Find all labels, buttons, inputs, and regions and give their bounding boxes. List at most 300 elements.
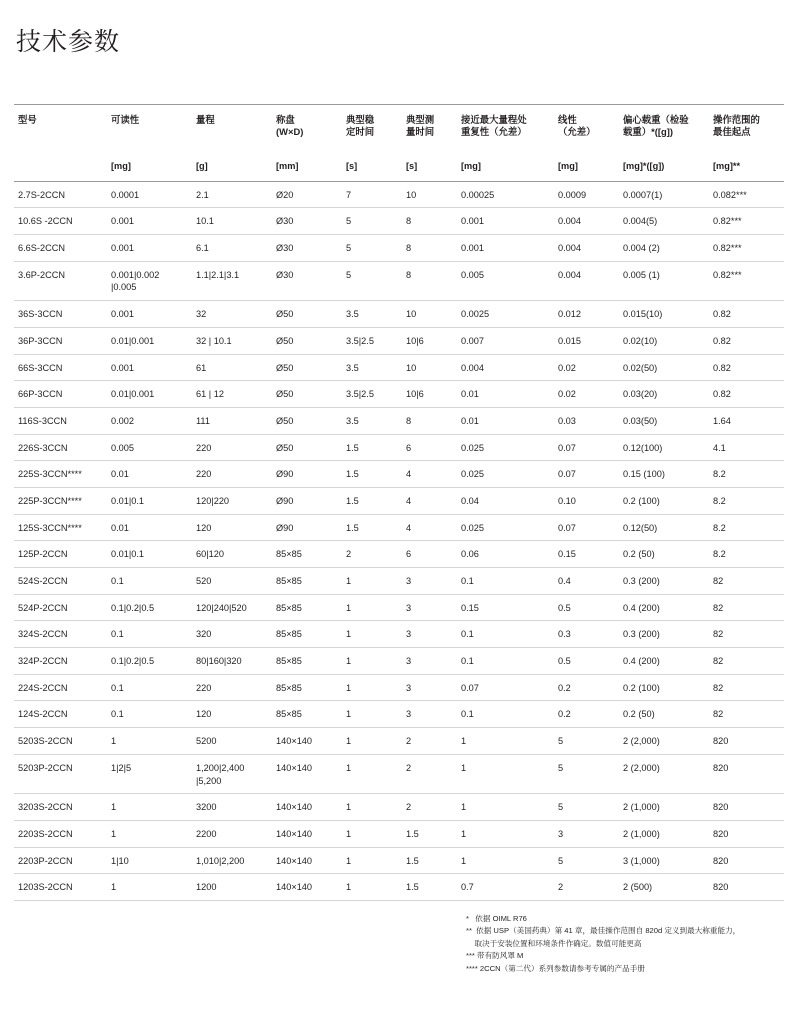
cell-repeatability: 0.04	[457, 487, 554, 514]
unit-measuring-time: [s]	[402, 156, 457, 181]
cell-settling-time: 1.5	[342, 487, 402, 514]
cell-pan-size: Ø20	[272, 181, 342, 208]
unit-capacity: [g]	[192, 156, 272, 181]
cell-eccentric-load: 0.03(50)	[619, 407, 709, 434]
cell-pan-size: Ø50	[272, 381, 342, 408]
cell-linearity: 5	[554, 728, 619, 755]
cell-pan-size: Ø50	[272, 327, 342, 354]
table-row	[14, 261, 784, 300]
cell-capacity: 5200	[192, 728, 272, 755]
cell-model: 225P-3CCN****	[14, 487, 107, 514]
cell-readability: 0.01|0.1	[107, 541, 192, 568]
cell-settling-time: 2	[342, 541, 402, 568]
cell-readability: 0.1	[107, 621, 192, 648]
cell-eccentric-load: 0.2 (100)	[619, 487, 709, 514]
cell-capacity: 220	[192, 434, 272, 461]
cell-model: 524S-2CCN	[14, 568, 107, 595]
cell-eccentric-load: 0.3 (200)	[619, 621, 709, 648]
cell-min-weight: 820	[709, 794, 784, 821]
cell-model: 225S-3CCN****	[14, 461, 107, 488]
cell-repeatability: 0.001	[457, 235, 554, 262]
cell-linearity: 0.2	[554, 674, 619, 701]
cell-min-weight: 8.2	[709, 541, 784, 568]
col-header-settling-time-line2: 定时间	[346, 126, 375, 138]
cell-repeatability: 0.01	[457, 381, 554, 408]
cell-repeatability: 1	[457, 794, 554, 821]
cell-settling-time: 3.5	[342, 407, 402, 434]
cell-linearity: 0.02	[554, 354, 619, 381]
table-row	[14, 701, 784, 728]
cell-settling-time: 1	[342, 594, 402, 621]
table-row	[14, 407, 784, 434]
cell-model: 66S-3CCN	[14, 354, 107, 381]
cell-min-weight: 8.2	[709, 461, 784, 488]
cell-pan-size: 140×140	[272, 728, 342, 755]
cell-eccentric-load: 3 (1,000)	[619, 847, 709, 874]
cell-capacity: 80|160|320	[192, 648, 272, 675]
col-header-measuring-time	[402, 105, 457, 157]
unit-eccentric-load: [mg]*([g])	[619, 156, 709, 181]
cell-linearity: 0.07	[554, 434, 619, 461]
cell-min-weight: 82	[709, 568, 784, 595]
cell-model: 6.6S-2CCN	[14, 235, 107, 262]
cell-eccentric-load: 0.3 (200)	[619, 568, 709, 595]
table-row	[14, 461, 784, 488]
cell-capacity: 320	[192, 621, 272, 648]
cell-measuring-time: 10|6	[402, 327, 457, 354]
cell-pan-size: 140×140	[272, 794, 342, 821]
cell-linearity: 0.2	[554, 701, 619, 728]
cell-pan-size: 140×140	[272, 820, 342, 847]
cell-repeatability: 0.025	[457, 461, 554, 488]
cell-measuring-time: 6	[402, 434, 457, 461]
table-row	[14, 181, 784, 208]
table-header	[14, 105, 784, 182]
cell-linearity: 0.3	[554, 621, 619, 648]
cell-settling-time: 3.5|2.5	[342, 381, 402, 408]
cell-min-weight: 820	[709, 847, 784, 874]
cell-repeatability: 0.007	[457, 327, 554, 354]
cell-measuring-time: 4	[402, 487, 457, 514]
table-row	[14, 327, 784, 354]
page-title: 技术参数	[16, 28, 121, 56]
cell-min-weight: 820	[709, 754, 784, 793]
col-header-measuring-time-line1: 典型测	[406, 114, 435, 125]
cell-readability: 1	[107, 874, 192, 901]
cell-eccentric-load: 0.004(5)	[619, 208, 709, 235]
cell-readability: 0.01	[107, 514, 192, 541]
table-row	[14, 568, 784, 595]
cell-eccentric-load: 0.03(20)	[619, 381, 709, 408]
table-body	[14, 181, 784, 900]
cell-eccentric-load: 0.4 (200)	[619, 648, 709, 675]
cell-readability: 0.01|0.001	[107, 327, 192, 354]
cell-measuring-time: 2	[402, 728, 457, 755]
cell-settling-time: 1	[342, 820, 402, 847]
col-header-capacity	[192, 105, 272, 157]
cell-capacity: 10.1	[192, 208, 272, 235]
cell-capacity: 120	[192, 514, 272, 541]
cell-capacity: 220	[192, 461, 272, 488]
cell-pan-size: 85×85	[272, 648, 342, 675]
cell-repeatability: 0.1	[457, 621, 554, 648]
technical-specifications-table	[14, 104, 784, 901]
cell-pan-size: Ø50	[272, 407, 342, 434]
cell-measuring-time: 8	[402, 407, 457, 434]
cell-pan-size: Ø30	[272, 235, 342, 262]
cell-min-weight: 4.1	[709, 434, 784, 461]
cell-eccentric-load: 2 (2,000)	[619, 728, 709, 755]
cell-model: 324S-2CCN	[14, 621, 107, 648]
cell-min-weight: 0.82	[709, 381, 784, 408]
cell-measuring-time: 8	[402, 235, 457, 262]
cell-readability: 1	[107, 728, 192, 755]
cell-eccentric-load: 0.02(50)	[619, 354, 709, 381]
unit-pan-size: [mm]	[272, 156, 342, 181]
cell-pan-size: 85×85	[272, 701, 342, 728]
cell-linearity: 0.10	[554, 487, 619, 514]
cell-measuring-time: 3	[402, 701, 457, 728]
cell-eccentric-load: 0.12(50)	[619, 514, 709, 541]
cell-eccentric-load: 0.004 (2)	[619, 235, 709, 262]
cell-repeatability: 0.01	[457, 407, 554, 434]
col-header-model-line1: 型号	[18, 114, 37, 125]
cell-linearity: 0.03	[554, 407, 619, 434]
footnotes-block	[14, 913, 784, 976]
cell-eccentric-load: 0.005 (1)	[619, 261, 709, 300]
table-row	[14, 208, 784, 235]
cell-measuring-time: 4	[402, 514, 457, 541]
cell-measuring-time: 3	[402, 621, 457, 648]
cell-settling-time: 1.5	[342, 434, 402, 461]
table-row	[14, 594, 784, 621]
cell-measuring-time: 2	[402, 754, 457, 793]
cell-pan-size: Ø50	[272, 301, 342, 328]
col-header-repeatability-line1: 接近最大量程处	[461, 114, 527, 125]
cell-settling-time: 1.5	[342, 514, 402, 541]
cell-model: 5203S-2CCN	[14, 728, 107, 755]
cell-model: 2203P-2CCN	[14, 847, 107, 874]
cell-linearity: 0.015	[554, 327, 619, 354]
cell-model: 125P-2CCN	[14, 541, 107, 568]
cell-readability: 0.1|0.2|0.5	[107, 648, 192, 675]
table-row	[14, 621, 784, 648]
cell-min-weight: 82	[709, 648, 784, 675]
cell-settling-time: 7	[342, 181, 402, 208]
cell-readability: 0.01|0.001	[107, 381, 192, 408]
cell-measuring-time: 1.5	[402, 874, 457, 901]
cell-repeatability: 0.7	[457, 874, 554, 901]
cell-pan-size: 85×85	[272, 541, 342, 568]
cell-repeatability: 1	[457, 754, 554, 793]
cell-pan-size: 140×140	[272, 847, 342, 874]
cell-repeatability: 1	[457, 728, 554, 755]
cell-linearity: 0.5	[554, 648, 619, 675]
cell-pan-size: 140×140	[272, 874, 342, 901]
cell-capacity: 3200	[192, 794, 272, 821]
cell-eccentric-load: 0.2 (100)	[619, 674, 709, 701]
cell-measuring-time: 1.5	[402, 820, 457, 847]
cell-settling-time: 1	[342, 621, 402, 648]
unit-repeatability: [mg]	[457, 156, 554, 181]
cell-capacity: 60|120	[192, 541, 272, 568]
cell-linearity: 0.004	[554, 208, 619, 235]
unit-readability: [mg]	[107, 156, 192, 181]
cell-settling-time: 5	[342, 235, 402, 262]
cell-capacity: 61 | 12	[192, 381, 272, 408]
col-header-linearity-line1: 线性	[558, 114, 577, 125]
cell-eccentric-load: 0.0007(1)	[619, 181, 709, 208]
header-row-labels	[14, 105, 784, 157]
cell-measuring-time: 2	[402, 794, 457, 821]
cell-capacity: 111	[192, 407, 272, 434]
cell-capacity: 1.1|2.1|3.1	[192, 261, 272, 300]
col-header-linearity-line2: （允差）	[558, 126, 596, 138]
cell-min-weight: 82	[709, 674, 784, 701]
cell-measuring-time: 3	[402, 568, 457, 595]
col-header-min-weight-line2: 最佳起点	[713, 126, 751, 138]
cell-model: 66P-3CCN	[14, 381, 107, 408]
cell-measuring-time: 3	[402, 648, 457, 675]
cell-model: 5203P-2CCN	[14, 754, 107, 793]
cell-model: 524P-2CCN	[14, 594, 107, 621]
cell-min-weight: 82	[709, 594, 784, 621]
cell-model: 324P-2CCN	[14, 648, 107, 675]
cell-readability: 0.001	[107, 235, 192, 262]
cell-min-weight: 8.2	[709, 487, 784, 514]
table-row	[14, 354, 784, 381]
cell-capacity: 520	[192, 568, 272, 595]
cell-model: 124S-2CCN	[14, 701, 107, 728]
footnote-line: ** 依据 USP（美国药典）第 41 章，最佳操作范围自 820d 定义到最大称重能力，	[466, 926, 741, 936]
cell-linearity: 5	[554, 847, 619, 874]
cell-eccentric-load: 0.02(10)	[619, 327, 709, 354]
cell-linearity: 0.0009	[554, 181, 619, 208]
col-header-readability	[107, 105, 192, 157]
col-header-repeatability	[457, 105, 554, 157]
cell-capacity: 6.1	[192, 235, 272, 262]
cell-linearity: 0.07	[554, 461, 619, 488]
cell-readability: 0.01|0.1	[107, 487, 192, 514]
cell-measuring-time: 3	[402, 674, 457, 701]
table-row	[14, 487, 784, 514]
cell-capacity: 2.1	[192, 181, 272, 208]
cell-pan-size: Ø30	[272, 261, 342, 300]
cell-linearity: 0.15	[554, 541, 619, 568]
cell-repeatability: 0.1	[457, 648, 554, 675]
cell-eccentric-load: 2 (2,000)	[619, 754, 709, 793]
cell-pan-size: 85×85	[272, 674, 342, 701]
cell-readability: 1|10	[107, 847, 192, 874]
cell-eccentric-load: 0.2 (50)	[619, 701, 709, 728]
cell-capacity: 120	[192, 701, 272, 728]
cell-eccentric-load: 0.015(10)	[619, 301, 709, 328]
cell-eccentric-load: 0.15 (100)	[619, 461, 709, 488]
cell-measuring-time: 10|6	[402, 381, 457, 408]
table-row	[14, 728, 784, 755]
cell-measuring-time: 10	[402, 301, 457, 328]
footnote-line: **** 2CCN（第二代）系列参数请参考专属的产品手册	[466, 964, 645, 973]
cell-repeatability: 0.001	[457, 208, 554, 235]
cell-readability: 0.0001	[107, 181, 192, 208]
cell-model: 3.6P-2CCN	[14, 261, 107, 300]
cell-repeatability: 0.07	[457, 674, 554, 701]
col-header-readability-line1: 可读性	[111, 114, 140, 125]
cell-eccentric-load: 2 (500)	[619, 874, 709, 901]
cell-settling-time: 5	[342, 261, 402, 300]
cell-settling-time: 1	[342, 701, 402, 728]
cell-min-weight: 8.2	[709, 514, 784, 541]
table-row	[14, 648, 784, 675]
col-header-eccentric-load-line2: 载重）*([g])	[623, 126, 673, 138]
cell-linearity: 0.07	[554, 514, 619, 541]
cell-capacity: 120|240|520	[192, 594, 272, 621]
cell-linearity: 5	[554, 754, 619, 793]
cell-repeatability: 0.1	[457, 568, 554, 595]
cell-settling-time: 3.5	[342, 354, 402, 381]
cell-capacity: 120|220	[192, 487, 272, 514]
table-row	[14, 754, 784, 793]
cell-settling-time: 1	[342, 674, 402, 701]
cell-pan-size: Ø50	[272, 434, 342, 461]
cell-repeatability: 0.0025	[457, 301, 554, 328]
col-header-pan-size-line1: 称盘	[276, 114, 295, 125]
col-header-measuring-time-line2: 量时间	[406, 126, 435, 138]
cell-measuring-time: 10	[402, 354, 457, 381]
cell-settling-time: 1	[342, 874, 402, 901]
cell-min-weight: 82	[709, 621, 784, 648]
col-header-capacity-line1: 量程	[196, 114, 215, 125]
cell-pan-size: Ø90	[272, 461, 342, 488]
cell-settling-time: 5	[342, 208, 402, 235]
cell-settling-time: 1	[342, 754, 402, 793]
col-header-pan-size	[272, 105, 342, 157]
cell-model: 226S-3CCN	[14, 434, 107, 461]
cell-pan-size: 85×85	[272, 594, 342, 621]
cell-min-weight: 0.082***	[709, 181, 784, 208]
cell-eccentric-load: 0.4 (200)	[619, 594, 709, 621]
cell-model: 36P-3CCN	[14, 327, 107, 354]
cell-settling-time: 1	[342, 728, 402, 755]
col-header-eccentric-load	[619, 105, 709, 157]
col-header-linearity	[554, 105, 619, 157]
cell-eccentric-load: 0.12(100)	[619, 434, 709, 461]
cell-linearity: 0.02	[554, 381, 619, 408]
cell-pan-size: 140×140	[272, 754, 342, 793]
cell-model: 10.6S -2CCN	[14, 208, 107, 235]
col-header-min-weight	[709, 105, 784, 157]
cell-min-weight: 0.82	[709, 327, 784, 354]
header-row-units	[14, 156, 784, 181]
cell-readability: 0.001	[107, 208, 192, 235]
cell-model: 3203S-2CCN	[14, 794, 107, 821]
cell-measuring-time: 1.5	[402, 847, 457, 874]
col-header-settling-time	[342, 105, 402, 157]
cell-linearity: 0.012	[554, 301, 619, 328]
cell-linearity: 5	[554, 794, 619, 821]
cell-settling-time: 1	[342, 568, 402, 595]
cell-capacity: 2200	[192, 820, 272, 847]
footnote-line: *** 带有防风罩 M	[466, 951, 524, 961]
unit-min-weight: [mg]**	[709, 156, 784, 181]
cell-repeatability: 0.005	[457, 261, 554, 300]
cell-readability: 0.001	[107, 354, 192, 381]
cell-pan-size: Ø90	[272, 514, 342, 541]
cell-readability: 1|2|5	[107, 754, 192, 793]
cell-min-weight: 0.82***	[709, 261, 784, 300]
cell-settling-time: 3.5	[342, 301, 402, 328]
col-header-eccentric-load-line1: 偏心载重（检验	[623, 114, 689, 125]
cell-linearity: 0.4	[554, 568, 619, 595]
cell-measuring-time: 3	[402, 594, 457, 621]
cell-capacity: 1200	[192, 874, 272, 901]
cell-min-weight: 1.64	[709, 407, 784, 434]
cell-capacity: 61	[192, 354, 272, 381]
cell-measuring-time: 10	[402, 181, 457, 208]
cell-settling-time: 1	[342, 648, 402, 675]
cell-repeatability: 0.00025	[457, 181, 554, 208]
cell-readability: 0.002	[107, 407, 192, 434]
cell-readability: 0.005	[107, 434, 192, 461]
col-header-repeatability-line2: 重复性（允差）	[461, 126, 527, 138]
cell-readability: 0.001|0.002 |0.005	[107, 261, 192, 300]
col-header-min-weight-line1: 操作范围的	[713, 114, 760, 125]
cell-readability: 0.001	[107, 301, 192, 328]
table-row	[14, 794, 784, 821]
cell-repeatability: 0.06	[457, 541, 554, 568]
cell-pan-size: 85×85	[272, 568, 342, 595]
cell-min-weight: 820	[709, 728, 784, 755]
cell-model: 224S-2CCN	[14, 674, 107, 701]
cell-pan-size: 85×85	[272, 621, 342, 648]
cell-eccentric-load: 2 (1,000)	[619, 794, 709, 821]
cell-capacity: 220	[192, 674, 272, 701]
cell-readability: 0.01	[107, 461, 192, 488]
cell-readability: 0.1	[107, 701, 192, 728]
footnote-line: 取决于安装位置和环境条件作确定。数值可能更高	[466, 938, 642, 948]
table-row	[14, 434, 784, 461]
cell-eccentric-load: 0.2 (50)	[619, 541, 709, 568]
cell-settling-time: 1	[342, 794, 402, 821]
table-row	[14, 381, 784, 408]
col-header-settling-time-line1: 典型稳	[346, 114, 375, 125]
cell-repeatability: 0.1	[457, 701, 554, 728]
unit-settling-time: [s]	[342, 156, 402, 181]
cell-model: 2.7S-2CCN	[14, 181, 107, 208]
cell-repeatability: 0.004	[457, 354, 554, 381]
table-row	[14, 541, 784, 568]
cell-repeatability: 1	[457, 847, 554, 874]
cell-readability: 0.1	[107, 674, 192, 701]
cell-readability: 0.1|0.2|0.5	[107, 594, 192, 621]
cell-repeatability: 1	[457, 820, 554, 847]
cell-capacity: 32	[192, 301, 272, 328]
cell-min-weight: 82	[709, 701, 784, 728]
table-row	[14, 847, 784, 874]
cell-linearity: 0.004	[554, 261, 619, 300]
cell-model: 36S-3CCN	[14, 301, 107, 328]
cell-readability: 0.1	[107, 568, 192, 595]
cell-repeatability: 0.15	[457, 594, 554, 621]
cell-linearity: 2	[554, 874, 619, 901]
cell-model: 125S-3CCN****	[14, 514, 107, 541]
cell-model: 116S-3CCN	[14, 407, 107, 434]
table-row	[14, 674, 784, 701]
table-row	[14, 235, 784, 262]
cell-measuring-time: 8	[402, 261, 457, 300]
cell-pan-size: Ø30	[272, 208, 342, 235]
cell-capacity: 1,200|2,400 |5,200	[192, 754, 272, 793]
